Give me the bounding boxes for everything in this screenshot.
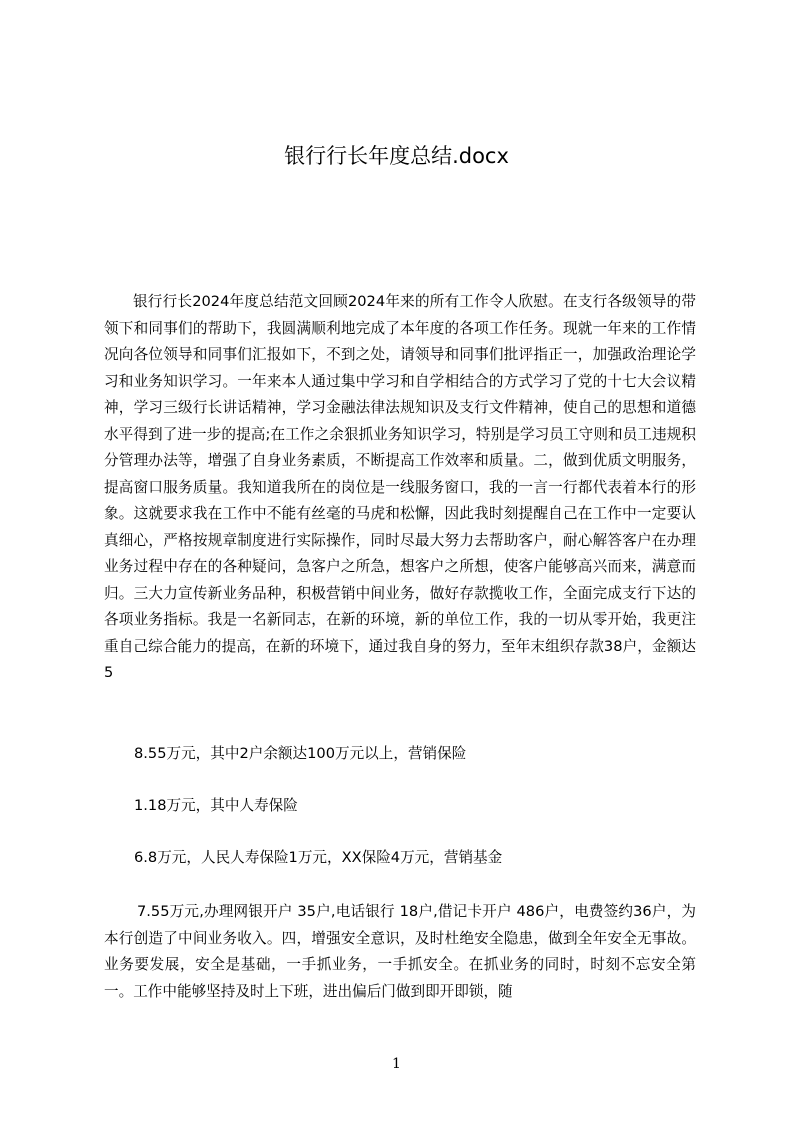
body-paragraph-1: 银行行长2024年度总结范文回顾2024年来的所有工作令人欣慰。在支行各级领导的带领下和同事们的帮助下，我圆满顺利地完成了本年度的各项工作任务。现就一年来的工作情况向各位领导和同事们汇报如下，不到之处，请领导和同事们批评指正一，加强政治理论学习和业务知识学习。一年来本人通过集中学习和自学相结合的方式学习了党的十七大会议精神，学习三级行长讲话精神，学习金融法律法规知识及支行文件精神，使自己的思想和道德水平得到了进一步的提高;在工作之余狠抓业务知识学习，特别是学习员工守则和员工违规积分管理办法等，增强了自身业务素质，不断提高工作效率和质量。二，做到优质文明服务，提高窗口服务质量。我知道我所在的岗位是一线服务窗口，我的一言一行都代表着本行的形象。这就要求我在工作中不能有丝毫的马虎和松懈，因此我时刻提醒自己在工作中一定要认真细心，严格按规章制度进行实际操作，同时尽最大努力去帮助客户，耐心解答客户在办理业务过程中存在的各种疑问，急客户之所急，想客户之所想，使客户能够高兴而来，满意而归。三大力宣传新业务品种，积极营销中间业务，做好存款揽收工作，全面完成支行下达的各项业务指标。我是一名新同志，在新的环境，新的单位工作，我的一切从零开始，我更注重自己综合能力的提高，在新的环境下，通过我自身的努力，至年末组织存款38户，金额达5 xyxy=(104,293,696,681)
body-paragraph-2: 8.55万元，其中2户余额达100万元以上，营销保险 xyxy=(134,745,467,762)
body-paragraph-5: 7.55万元,办理网银开户 35户,电话银行 18户,借记卡开户 486户，电费签约36户，为本行创造了中间业务收入。四，增强安全意识，及时杜绝安全隐患，做到全年安全无事故。业务要发展，安全是基础，一手抓业务，一手抓安全。在抓业务的同时，时刻不忘安全第一。工作中能够坚持及时上下班，进出偏后门做到即开即锁，随 xyxy=(104,903,696,1000)
document-title: 银行行长年度总结.docx xyxy=(284,144,509,168)
body-paragraph-4: 6.8万元，人民人寿保险1万元，XX保险4万元，营销基金 xyxy=(134,849,503,866)
page-number: 1 xyxy=(392,1056,401,1072)
body-paragraph-3: 1.18万元，其中人寿保险 xyxy=(134,797,298,814)
